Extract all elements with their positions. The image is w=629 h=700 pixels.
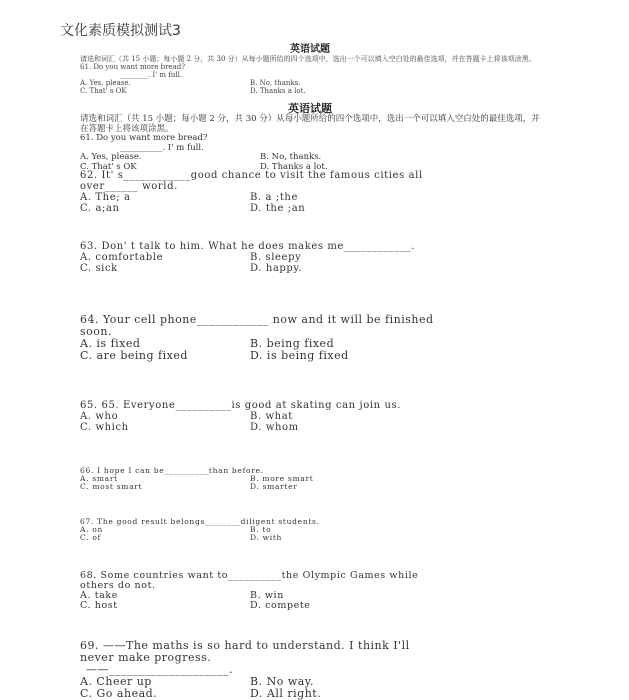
question-65 bbox=[80, 400, 445, 433]
question-63 bbox=[80, 241, 445, 274]
option-c: C. which bbox=[80, 422, 129, 433]
option-b: B. a ;the bbox=[250, 192, 298, 203]
option-c: C. sick bbox=[80, 263, 118, 274]
option-b: B. No way. bbox=[250, 675, 315, 688]
option-a: A. take bbox=[80, 590, 118, 601]
option-b: B. to bbox=[250, 525, 272, 534]
option-d: D. Thanks a lot. bbox=[250, 87, 306, 95]
section-instructions: 请选和词汇（共 15 小题；每小题 2 分，共 30 分）从每小题所给的四个选项中，选出一个可以填入空白处的最佳选项，并在答题卡上将该项涂黑。 bbox=[80, 55, 536, 63]
question-69 bbox=[80, 640, 445, 700]
option-b: B. No, thanks. bbox=[260, 152, 322, 162]
question-67 bbox=[80, 518, 445, 542]
question-stem: 68. Some countries want to__________the Olympic Games while others do not. bbox=[80, 570, 419, 591]
question-stem: 65. 65. Everyone__________is good at skating can join us. bbox=[80, 400, 401, 411]
exam-header-medium bbox=[80, 102, 540, 172]
question-stem: 62. It' s____________good chance to visit the famous cities all over______ world. bbox=[80, 170, 423, 192]
exam-header-small bbox=[80, 44, 540, 95]
option-d: D. with bbox=[250, 533, 283, 542]
option-d: D. smarter bbox=[250, 482, 298, 491]
question-64 bbox=[80, 314, 445, 362]
option-d: D. the ;an bbox=[250, 203, 306, 214]
question-61-stem: 61. Do you want more bread? bbox=[80, 63, 185, 71]
option-c: C. That' s OK bbox=[80, 161, 137, 172]
option-a: A. Yes, please. bbox=[80, 152, 142, 162]
option-d: D. whom bbox=[250, 422, 299, 433]
option-a: A. The; a bbox=[80, 192, 131, 203]
option-c: C. a;an bbox=[80, 203, 120, 214]
question-61-blank: ________. I' m full. bbox=[120, 71, 183, 79]
section-title: 英语试题 bbox=[290, 44, 330, 55]
option-b: B. what bbox=[250, 411, 293, 422]
document-title: 文化素质模拟测试3 bbox=[60, 23, 181, 39]
option-a: A. smart bbox=[80, 474, 118, 483]
question-62 bbox=[80, 170, 445, 214]
option-d: D. is being fixed bbox=[250, 349, 349, 362]
option-b: B. No, thanks. bbox=[250, 79, 301, 87]
option-b: B. sleepy bbox=[250, 252, 302, 263]
question-stem: 64. Your cell phone____________ now and it will be finished bbox=[80, 313, 434, 326]
option-c: C. host bbox=[80, 600, 118, 611]
question-stem: 66. I hope I can be__________than before. bbox=[80, 466, 264, 475]
option-b: B. being fixed bbox=[250, 337, 335, 350]
question-stem: 67. The good result belongs________diligent students. bbox=[80, 517, 320, 526]
option-d: D. compete bbox=[250, 600, 311, 611]
option-a: A. comfortable bbox=[80, 252, 164, 263]
question-stem: 69. ——The maths is so hard to understand. I think I'll never make progress. bbox=[80, 639, 410, 664]
question-61-blank: __________. I' m full. bbox=[120, 142, 204, 153]
option-c: C. are being fixed bbox=[80, 349, 188, 362]
question-stem-continued: soon. bbox=[80, 325, 112, 338]
section-instructions: 请选和词汇（共 15 小题；每小题 2 分，共 30 分）从每小题所给的四个选项中，选出一个可以填入空白处的最佳选项，并在答题卡上将该项涂黑。 bbox=[80, 114, 540, 134]
option-a: A. Cheer up bbox=[80, 675, 152, 688]
option-d: D. Thanks a lot. bbox=[260, 161, 328, 172]
option-a: A. who bbox=[80, 411, 119, 422]
option-b: B. more smart bbox=[250, 474, 314, 483]
question-61-stem: 61. Do you want more bread? bbox=[80, 133, 208, 143]
option-c: C. That' s OK bbox=[80, 87, 127, 95]
question-68 bbox=[80, 571, 445, 611]
option-d: D. happy. bbox=[250, 263, 303, 274]
option-c: C. most smart bbox=[80, 482, 143, 491]
option-a: A. on bbox=[80, 525, 104, 534]
section-title: 英语试题 bbox=[288, 102, 332, 115]
option-a: A. Yes, please. bbox=[80, 79, 131, 87]
option-c: C. Go ahead. bbox=[80, 687, 158, 700]
option-c: C. of bbox=[80, 533, 102, 542]
question-66 bbox=[80, 467, 445, 491]
option-b: B. win bbox=[250, 590, 284, 601]
option-d: D. All right. bbox=[250, 687, 322, 700]
option-a: A. is fixed bbox=[80, 337, 141, 350]
question-blank: ——____________________. bbox=[86, 663, 233, 676]
question-stem: 63. Don' t talk to him. What he does makes me____________. bbox=[80, 241, 415, 252]
